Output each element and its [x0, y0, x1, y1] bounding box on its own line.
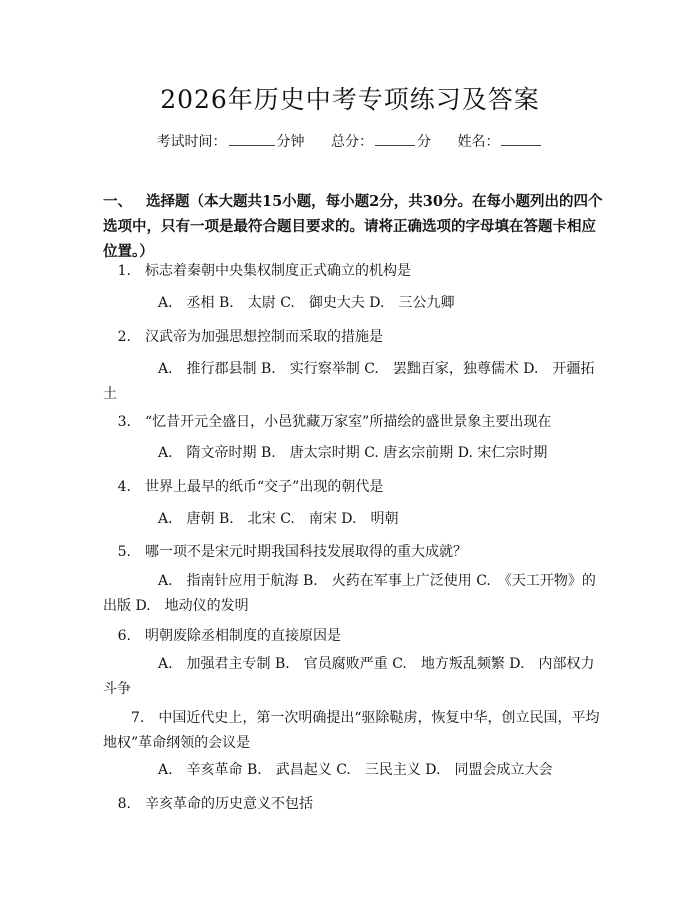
- options-text: A. 丞相 B. 太尉 C. 御史大夫 D. 三公九卿: [158, 295, 455, 311]
- question-number: 1.: [117, 263, 131, 279]
- question-5-options: [103, 569, 603, 619]
- question-number: 7.: [131, 710, 145, 726]
- question-2: [103, 325, 603, 350]
- page-title: 2026年历史中考专项练习及答案: [160, 85, 540, 114]
- question-text: 汉武帝为加强思想控制而采取的措施是: [145, 329, 383, 345]
- options-text: A. 加强君主专制 B. 官员腐败严重 C. 地方叛乱频繁 D. 内部权力斗争: [103, 656, 595, 697]
- score-label: 总分：: [331, 134, 373, 150]
- question-3-options: [103, 441, 603, 466]
- time-blank: [229, 131, 275, 146]
- question-7-options: [103, 758, 603, 783]
- name-label: 姓名：: [457, 134, 500, 150]
- question-3: [103, 410, 603, 435]
- time-unit: 分钟: [276, 134, 305, 150]
- question-text: 辛亥革命的历史意义不包括: [145, 796, 313, 812]
- name-blank: [501, 131, 541, 146]
- question-6-options: [103, 652, 603, 702]
- exam-info-row: [0, 131, 700, 151]
- section-number: 一、: [103, 193, 132, 210]
- student-name-field: [457, 134, 543, 150]
- section-heading: [103, 189, 603, 264]
- question-4-options: [103, 507, 603, 532]
- question-number: 6.: [117, 628, 131, 644]
- question-number: 5.: [117, 544, 131, 560]
- question-1-options: [103, 291, 603, 316]
- question-6: [103, 624, 603, 649]
- section-instructions: 选择题（本大题共15小题，每小题2分，共30分。在每小题列出的四个选项中，只有一项是最符合题目要求的。请将正确选项的字母填在答题卡相应位置。）: [103, 193, 603, 260]
- question-text: 中国近代史上，第一次明确提出“驱除鞑虏，恢复中华，创立民国，平均地权”革命纲领的会议是: [103, 710, 600, 751]
- question-number: 8.: [117, 796, 131, 812]
- question-text: 明朝废除丞相制度的直接原因是: [145, 628, 341, 644]
- question-1: [103, 259, 603, 284]
- options-text: A. 辛亥革命 B. 武昌起义 C. 三民主义 D. 同盟会成立大会: [158, 762, 553, 778]
- question-number: 3.: [117, 414, 131, 430]
- time-label: 考试时间：: [156, 134, 227, 150]
- score-blank: [375, 131, 415, 146]
- options-text: A. 指南针应用于航海 B. 火药在军事上广泛使用 C. 《天工开物》的出版 D. 地动仪的发明: [103, 573, 596, 614]
- question-text: 世界上最早的纸币“交子”出现的朝代是: [145, 479, 384, 495]
- options-text: A. 推行郡县制 B. 实行察举制 C. 罢黜百家，独尊儒术 D. 开疆拓土: [103, 361, 595, 402]
- question-8: [103, 792, 603, 817]
- question-2-options: [103, 357, 603, 407]
- exam-time-field: [157, 134, 309, 150]
- question-5: [103, 540, 603, 565]
- question-text: “忆昔开元全盛日，小邑犹藏万家室”所描绘的盛世景象主要出现在: [145, 414, 552, 430]
- question-text: 标志着秦朝中央集权制度正式确立的机构是: [145, 263, 411, 279]
- question-text: 哪一项不是宋元时期我国科技发展取得的重大成就？: [145, 544, 467, 560]
- question-4: [103, 475, 603, 500]
- options-text: A. 唐朝 B. 北宋 C. 南宋 D. 明朝: [158, 511, 399, 527]
- total-score-field: [331, 134, 435, 150]
- question-number: 2.: [117, 329, 131, 345]
- options-text: A. 隋文帝时期 B. 唐太宗时期 C. 唐玄宗前期 D. 宋仁宗时期: [158, 445, 548, 461]
- question-number: 4.: [117, 479, 131, 495]
- question-7: [103, 706, 603, 756]
- score-unit: 分: [417, 134, 431, 150]
